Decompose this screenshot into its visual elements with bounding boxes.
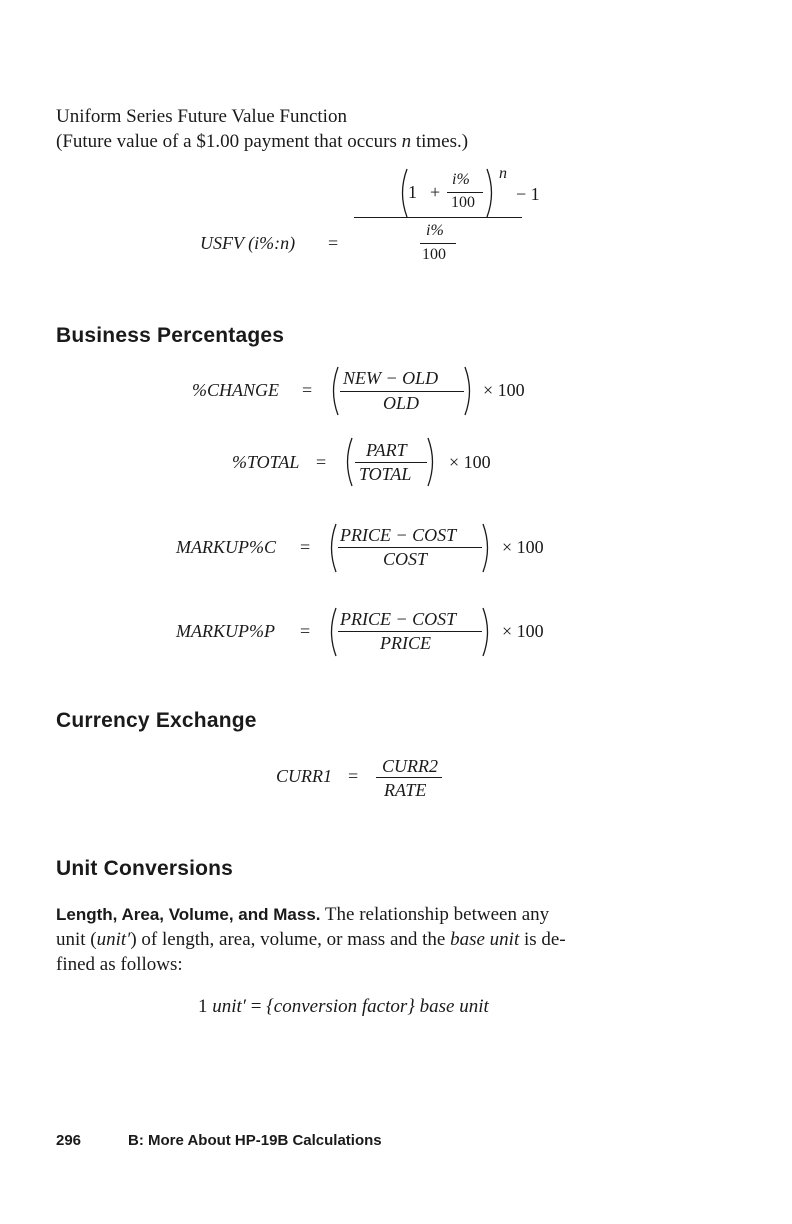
unit-formula-base: base unit <box>419 996 489 1017</box>
running-footer-title: B: More About HP-19B Calculations <box>128 1132 382 1149</box>
markup-p-fraction-bar <box>338 631 482 632</box>
markup-p-eq: = <box>300 621 311 641</box>
units-paragraph-line3: fined as follows: <box>56 954 183 975</box>
usfv-den-num: i% <box>426 222 444 239</box>
markup-c-num: PRICE − COST <box>340 525 457 545</box>
markup-c-left-paren <box>326 523 338 573</box>
page-number: 296 <box>56 1132 82 1149</box>
units-paragraph-line2 <box>56 927 566 952</box>
usfv-one: 1 <box>408 182 417 202</box>
total-fraction-bar <box>355 462 427 463</box>
total-left-paren <box>342 437 354 487</box>
usfv-description-post: times.) <box>411 131 469 152</box>
currency-den: RATE <box>384 780 427 800</box>
usfv-den-fraction-bar <box>420 243 456 244</box>
change-right-paren <box>463 366 475 416</box>
usfv-plus: + <box>430 182 441 202</box>
unit-formula-factor: {conversion factor} <box>266 996 415 1017</box>
heading-currency-exchange: Currency Exchange <box>56 709 257 732</box>
markup-c-right-paren <box>481 523 493 573</box>
units-line2-var: unit′ <box>96 929 131 950</box>
markup-c-times: × 100 <box>502 537 544 557</box>
currency-eq: = <box>348 766 359 786</box>
markup-p-lhs: MARKUP%P <box>176 621 275 641</box>
units-paragraph-line1 <box>56 902 549 927</box>
heading-business-percentages: Business Percentages <box>56 324 285 347</box>
markup-c-den: COST <box>383 549 428 569</box>
units-line1-text: The relationship between any <box>320 904 550 925</box>
unit-formula-eq: = <box>250 996 262 1017</box>
formula-unit-conversion <box>198 994 489 1019</box>
markup-p-den: PRICE <box>380 633 431 653</box>
heading-unit-conversions: Unit Conversions <box>56 857 234 880</box>
usfv-description <box>56 129 468 154</box>
usfv-description-var: n <box>401 131 412 152</box>
markup-c-eq: = <box>300 537 311 557</box>
change-fraction-bar <box>340 391 464 392</box>
change-num: NEW − OLD <box>343 368 439 388</box>
markup-p-left-paren <box>326 607 338 657</box>
markup-p-num: PRICE − COST <box>340 609 457 629</box>
units-line2-post: ) of length, area, volume, or mass and the <box>130 929 451 950</box>
usfv-description-pre: (Future value of a $1.00 payment that occurs <box>56 131 402 152</box>
change-eq: = <box>302 380 313 400</box>
markup-c-lhs: MARKUP%C <box>176 537 276 557</box>
markup-p-right-paren <box>481 607 493 657</box>
total-times: × 100 <box>449 452 491 472</box>
usfv-exponent: n <box>499 165 507 182</box>
usfv-right-paren <box>485 168 497 218</box>
markup-p-times: × 100 <box>502 621 544 641</box>
total-right-paren <box>426 437 438 487</box>
total-num: PART <box>366 440 407 460</box>
usfv-main-fraction-bar <box>354 217 522 218</box>
total-eq: = <box>316 452 327 472</box>
usfv-inner-den: 100 <box>451 194 475 211</box>
units-runin-heading: Length, Area, Volume, and Mass. <box>56 905 321 924</box>
markup-c-fraction-bar <box>338 547 482 548</box>
usfv-lhs: USFV (i%:n) <box>200 233 296 253</box>
change-times: × 100 <box>483 380 525 400</box>
usfv-minus-one: − 1 <box>516 184 540 204</box>
units-line2-var2: base unit <box>450 929 520 950</box>
units-line2-end: is de- <box>519 929 566 950</box>
usfv-inner-fraction-bar <box>447 192 483 193</box>
currency-num: CURR2 <box>382 756 438 776</box>
total-den: TOTAL <box>359 464 412 484</box>
change-lhs: %CHANGE <box>192 380 279 400</box>
total-lhs: %TOTAL <box>232 452 300 472</box>
usfv-den-den: 100 <box>422 246 446 263</box>
currency-lhs: CURR1 <box>276 766 332 786</box>
change-left-paren <box>328 366 340 416</box>
units-line2-pre: unit ( <box>56 929 97 950</box>
unit-formula-one: 1 <box>198 996 208 1017</box>
currency-fraction-bar <box>376 777 442 778</box>
usfv-eq: = <box>328 233 339 253</box>
unit-formula-unit: unit′ <box>212 996 246 1017</box>
usfv-inner-num: i% <box>452 171 470 188</box>
change-den: OLD <box>383 393 420 413</box>
section-title-usfv: Uniform Series Future Value Function <box>56 106 347 127</box>
